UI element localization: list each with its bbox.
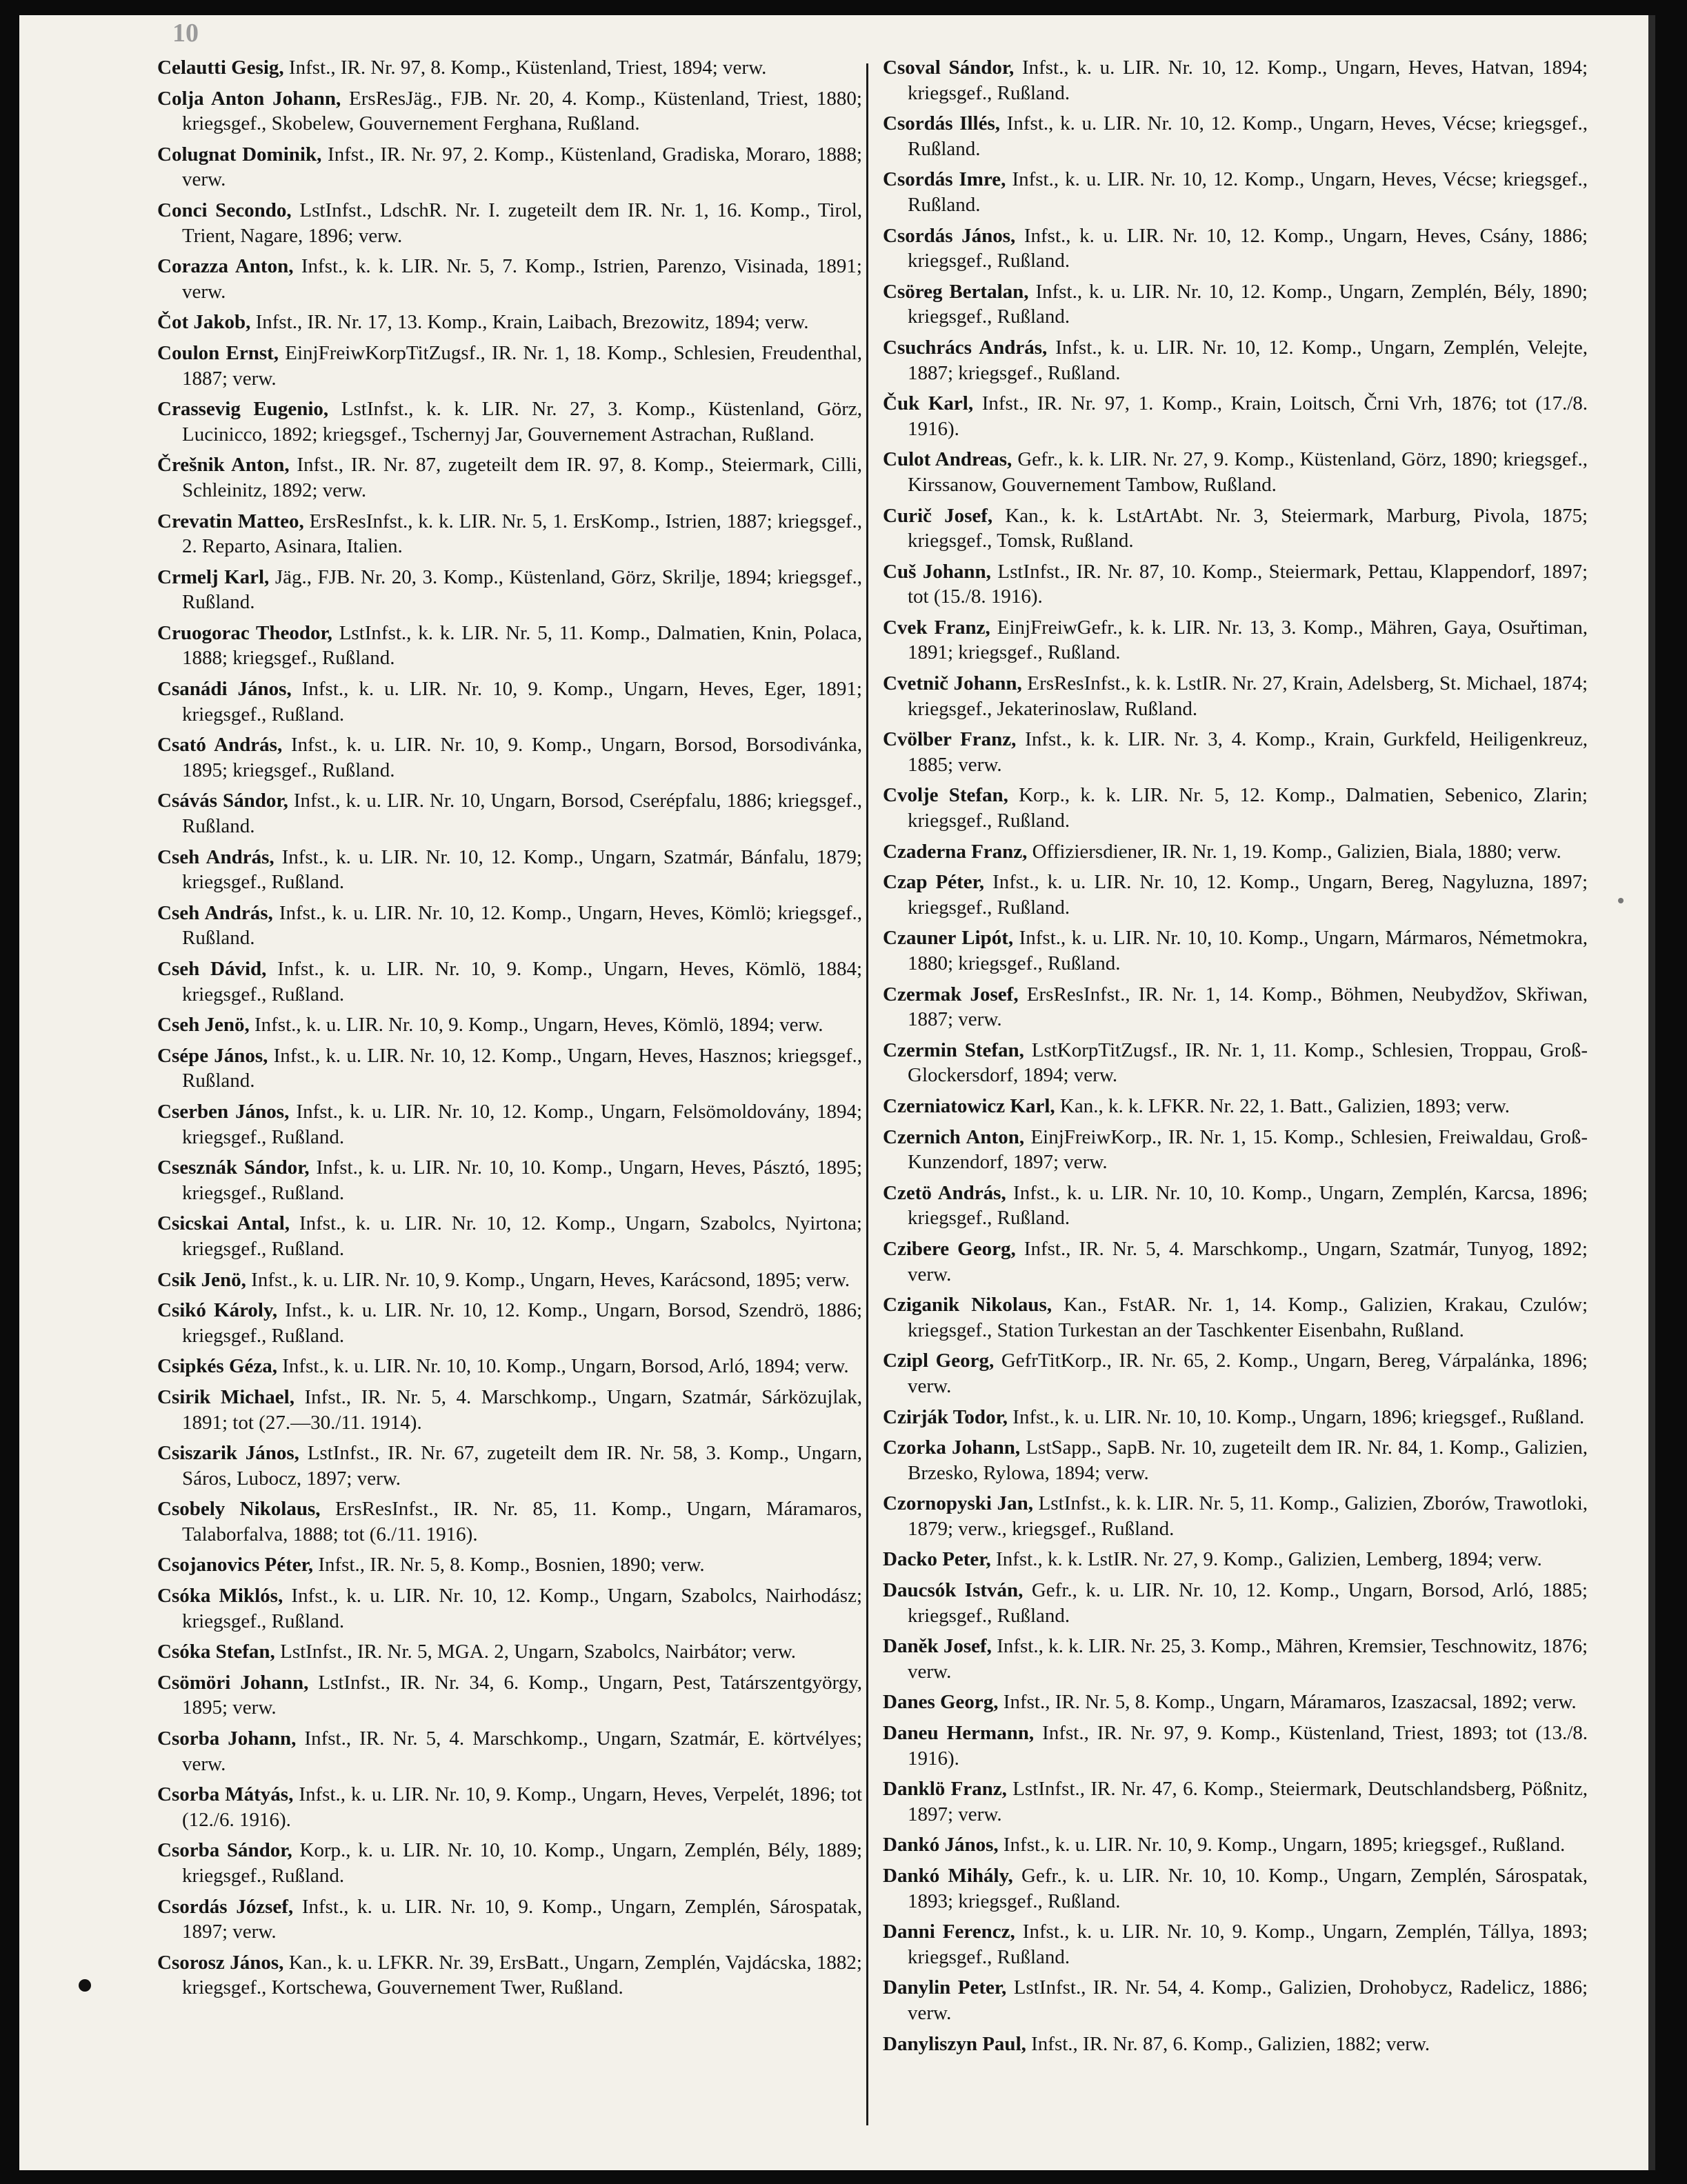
register-entry (883, 279, 1588, 330)
margin-dot (79, 1979, 91, 1992)
entry-details: Infst., k. u. LIR. Nr. 10, 12. Komp., Ungarn, Heves, Vécse; kriegsgef., Rußland. (908, 168, 1588, 216)
entry-name: Coulon Ernst, (157, 341, 279, 364)
register-entry (157, 1155, 862, 1205)
entry-name: Colugnat Dominik, (157, 143, 322, 166)
entry-details: Infst., IR. Nr. 17, 13. Komp., Krain, Laibach, Brezowitz, 1894; verw. (255, 311, 809, 334)
register-entry (883, 839, 1588, 865)
entry-details: Infst., IR. Nr. 97, 9. Komp., Küstenland, Triest, 1893; tot (13./8. 1916). (908, 1722, 1588, 1770)
entry-name: Czorka Johann, (883, 1436, 1021, 1459)
entry-details: Infst., IR. Nr. 5, 8. Komp., Ungarn, Máramaros, Izaszacsal, 1892; verw. (1003, 1691, 1577, 1714)
entry-name: Czerniatowicz Karl, (883, 1094, 1055, 1117)
entry-details: Infst., k. u. LIR. Nr. 10, 12. Komp., Ungarn, Heves, Csány, 1886; kriegsgef., Rußland. (908, 224, 1588, 272)
register-entry (883, 503, 1588, 554)
entry-details: ErsResInfst., IR. Nr. 85, 11. Komp., Ungarn, Máramaros, Talaborfalva, 1888; tot (6./11. 1916). (182, 1498, 863, 1545)
entry-details: Offiziersdiener, IR. Nr. 1, 19. Komp., Galizien, Biala, 1880; verw. (1032, 840, 1561, 863)
entry-name: Crassevig Eugenio, (157, 398, 329, 421)
register-entry (157, 1012, 862, 1038)
register-entry (883, 559, 1588, 610)
entry-name: Csömöri Johann, (157, 1671, 309, 1694)
register-entry (883, 1236, 1588, 1287)
register-entry (157, 1639, 862, 1665)
entry-details: Infst., IR. Nr. 5, 4. Marschkomp., Ungarn, Szatmár, E. körtvélyes; verw. (182, 1727, 862, 1775)
entry-name: Celautti Gesig, (157, 57, 284, 79)
entry-name: Csipkés Géza, (157, 1355, 277, 1378)
right-column (883, 55, 1588, 2062)
entry-details: Infst., k. u. LIR. Nr. 10, 9. Komp., Ungarn, Zemplén, Sárospatak, 1897; verw. (182, 1895, 863, 1943)
entry-name: Csicskai Antal, (157, 1212, 290, 1235)
register-entry (883, 727, 1588, 777)
entry-details: LstSapp., SapB. Nr. 10, zugeteilt dem IR. Nr. 84, 1. Komp., Galizien, Brzesko, Rylowa, 1894; verw. (908, 1436, 1588, 1484)
entry-details: Infst., k. u. LIR. Nr. 10, 12. Komp., Ungarn, Bereg, Nagyluzna, 1897; kriegsgef., Rußland. (908, 871, 1588, 919)
entry-details: Infst., k. u. LIR. Nr. 10, 12. Komp., Ungarn, Heves, Vécse; kriegsgef., Rußland. (908, 112, 1588, 160)
register-entry (883, 55, 1588, 106)
document-page (19, 15, 1655, 2170)
entry-name: Czermak Josef, (883, 983, 1019, 1005)
register-entry (883, 1348, 1588, 1399)
register-entry (883, 1721, 1588, 1771)
entry-details: Gefr., k. u. LIR. Nr. 10, 12. Komp., Ungarn, Borsod, Arló, 1885; kriegsgef., Rußland. (908, 1579, 1588, 1627)
entry-details: Infst., k. u. LIR. Nr. 10, 12. Komp., Ungarn, Szatmár, Bánfalu, 1879; kriegsgef., Rußland. (182, 845, 862, 894)
entry-details: Infst., IR. Nr. 5, 8. Komp., Bosnien, 1890; verw. (318, 1554, 705, 1576)
register-entry (157, 1043, 862, 1094)
entry-name: Cseh András, (157, 901, 273, 924)
entry-name: Csirik Michael, (157, 1385, 295, 1408)
register-entry (883, 615, 1588, 665)
entry-details: Infst., k. k. LIR. Nr. 5, 7. Komp., Istrien, Parenzo, Visinada, 1891; verw. (182, 255, 862, 303)
register-entry (883, 1776, 1588, 1827)
register-entry (883, 111, 1588, 161)
entry-details: GefrTitKorp., IR. Nr. 65, 2. Komp., Ungarn, Bereg, Várpalánka, 1896; verw. (908, 1350, 1588, 1397)
register-entry (157, 254, 862, 304)
entry-details: EinjFreiwKorp., IR. Nr. 1, 15. Komp., Schlesien, Freiwaldau, Groß-Kunzendorf, 1897; verw. (908, 1125, 1588, 1174)
register-entry (157, 1441, 862, 1491)
entry-name: Czirják Todor, (883, 1405, 1008, 1428)
register-entry (883, 1832, 1588, 1858)
entry-details: Infst., k. u. LIR. Nr. 10, 9. Komp., Ungarn, Heves, Kömlö, 1894; verw. (254, 1014, 823, 1036)
register-entry (883, 1919, 1588, 1970)
entry-details: Infst., IR. Nr. 97, 8. Komp., Küstenland, Triest, 1894; verw. (288, 57, 767, 79)
entry-details: Infst., k. u. LIR. Nr. 10, 10. Komp., Ungarn, 1896; kriegsgef., Rußland. (1012, 1405, 1585, 1428)
register-entry (157, 142, 862, 192)
entry-name: Cseh András, (157, 845, 274, 868)
register-entry (157, 198, 862, 248)
entry-name: Czaderna Franz, (883, 840, 1028, 863)
entry-details: LstInfst., IR. Nr. 47, 6. Komp., Steiermark, Deutschlandsberg, Pößnitz, 1897; verw. (908, 1778, 1588, 1825)
entry-details: Infst., k. u. LIR. Nr. 10, 9. Komp., Ungarn, Heves, Kömlö, 1884; kriegsgef., Rußland. (182, 958, 863, 1005)
entry-name: Danylin Peter, (883, 1976, 1007, 1999)
register-entry (157, 788, 862, 839)
register-entry (883, 1578, 1588, 1628)
entry-name: Csordás József, (157, 1895, 294, 1918)
entry-name: Čuk Karl, (883, 392, 974, 415)
entry-details: Infst., k. u. LIR. Nr. 10, 12. Komp., Ungarn, Heves, Kömlö; kriegsgef., Rußland. (182, 901, 862, 950)
entry-details: Infst., IR. Nr. 97, 2. Komp., Küstenland, Gradiska, Moraro, 1888; verw. (182, 143, 863, 191)
entry-name: Danklö Franz, (883, 1778, 1007, 1801)
register-entry (883, 1125, 1588, 1175)
register-entry (157, 1838, 862, 1888)
register-entry (883, 783, 1588, 833)
entry-name: Cvetnič Johann, (883, 672, 1022, 695)
page-number: 10 (172, 19, 199, 48)
entry-details: LstInfst., k. k. LIR. Nr. 27, 3. Komp., Küstenland, Görz, Lucinicco, 1892; kriegsgef., Tschernyj Jar, Gouvernement Astrachan, Rußland. (182, 398, 863, 445)
register-entry (157, 621, 862, 671)
entry-details: Infst., k. u. LIR. Nr. 10, 12. Komp., Ungarn, Zemplén, Bély, 1890; kriegsgef., Rußland. (908, 280, 1588, 328)
register-entry (883, 447, 1588, 497)
register-entry (157, 1894, 862, 1945)
register-entry (157, 1726, 862, 1776)
margin-speck (1618, 898, 1624, 903)
entry-details: Infst., k. u. LIR. Nr. 10, 10. Komp., Ungarn, Borsod, Arló, 1894; verw. (282, 1355, 849, 1378)
entry-details: EinjFreiwGefr., k. k. LIR. Nr. 13, 3. Komp., Mähren, Gaya, Osuřtiman, 1891; kriegsgef., Rußland. (908, 616, 1588, 664)
entry-name: Csik Jenö, (157, 1268, 246, 1291)
entry-name: Csorba Sándor, (157, 1839, 292, 1862)
entry-name: Danyliszyn Paul, (883, 2032, 1026, 2055)
entry-name: Cruogorac Theodor, (157, 621, 332, 644)
entry-name: Csuchrács András, (883, 336, 1048, 359)
register-entry (157, 1583, 862, 1634)
register-entry (883, 167, 1588, 217)
entry-details: Infst., k. u. LIR. Nr. 10, 9. Komp., Ungarn, 1895; kriegsgef., Rußland. (1003, 1834, 1566, 1856)
entry-name: Colja Anton Johann, (157, 87, 341, 110)
register-entry (883, 223, 1588, 274)
register-entry (883, 1491, 1588, 1541)
entry-details: Kan., k. u. LFKR. Nr. 39, ErsBatt., Ungarn, Zemplén, Vajdácska, 1882; kriegsgef., Kortschewa, Gouvernement Twer, Rußland. (182, 1951, 862, 1999)
register-entry (157, 1552, 862, 1578)
register-entry (883, 1038, 1588, 1088)
entry-details: Infst., k. u. LIR. Nr. 10, 12. Komp., Ungarn, Szabolcs, Nairhodász; kriegsgef., Rußland. (182, 1585, 862, 1632)
entry-name: Czernich Anton, (883, 1125, 1025, 1148)
register-entry (157, 1211, 862, 1261)
entry-name: Cseh Dávid, (157, 958, 267, 980)
register-entry (883, 1181, 1588, 1231)
entry-name: Cvolje Stefan, (883, 784, 1008, 807)
register-entry (883, 1975, 1588, 2025)
register-entry (157, 509, 862, 559)
entry-details: Kan., k. k. LstArtAbt. Nr. 3, Steiermark, Marburg, Pivola, 1875; kriegsgef., Tomsk, Rußland. (908, 504, 1588, 552)
entry-name: Czibere Georg, (883, 1237, 1016, 1260)
register-entry (883, 925, 1588, 976)
register-entry (883, 1405, 1588, 1430)
entry-details: Infst., k. u. LIR. Nr. 10, 12. Komp., Ungarn, Szabolcs, Nyirtona; kriegsgef., Rußland. (182, 1212, 862, 1260)
entry-details: Infst., k. u. LIR. Nr. 10, 12. Komp., Ungarn, Zemplén, Velejte, 1887; kriegsgef., Rußland. (908, 336, 1588, 384)
entry-name: Daněk Josef, (883, 1635, 992, 1658)
register-entry (883, 1863, 1588, 1914)
entry-details: Infst., IR. Nr. 5, 4. Marschkomp., Ungarn, Szatmár, Tunyog, 1892; verw. (908, 1237, 1588, 1285)
entry-details: Infst., k. u. LIR. Nr. 10, 9. Komp., Ungarn, Borsod, Borsodivánka, 1895; kriegsgef., Rußland. (182, 734, 863, 781)
entry-name: Čot Jakob, (157, 311, 251, 334)
register-entry (157, 1099, 862, 1150)
entry-details: EinjFreiwKorpTitZugsf., IR. Nr. 1, 18. Komp., Schlesien, Freudenthal, 1887; verw. (182, 341, 863, 390)
entry-name: Daucsók István, (883, 1579, 1024, 1602)
register-entry (157, 677, 862, 727)
entry-name: Cseh Jenö, (157, 1014, 250, 1036)
register-entry (883, 1094, 1588, 1119)
entry-details: ErsResInfst., IR. Nr. 1, 14. Komp., Böhmen, Neubydžov, Skřiwan, 1887; verw. (908, 983, 1588, 1031)
entry-name: Csobely Nikolaus, (157, 1498, 321, 1521)
entry-name: Czetö András, (883, 1181, 1006, 1204)
entry-name: Czornopyski Jan, (883, 1492, 1033, 1515)
entry-name: Crmelj Karl, (157, 565, 270, 588)
register-entry (883, 870, 1588, 920)
left-column (157, 55, 862, 2006)
entry-details: Infst., k. k. LstIR. Nr. 27, 9. Komp., Galizien, Lemberg, 1894; verw. (996, 1548, 1542, 1571)
entry-name: Csoval Sándor, (883, 57, 1015, 79)
entry-name: Danes Georg, (883, 1691, 999, 1714)
entry-details: LstInfst., k. k. LIR. Nr. 5, 11. Komp., Dalmatien, Knin, Polaca, 1888; kriegsgef., Rußland. (182, 621, 862, 670)
register-entry (883, 1547, 1588, 1572)
entry-name: Dacko Peter, (883, 1548, 991, 1571)
column-divider (866, 63, 868, 2125)
entry-name: Dankó János, (883, 1834, 999, 1856)
entry-name: Csorosz János, (157, 1951, 284, 1974)
entry-details: ErsResJäg., FJB. Nr. 20, 4. Komp., Küstenland, Triest, 1880; kriegsgef., Skobelew, Gouvernement Ferghana, Rußland. (182, 87, 862, 135)
entry-name: Daneu Hermann, (883, 1722, 1035, 1745)
entry-details: Infst., k. u. LIR. Nr. 10, 10. Komp., Ungarn, Heves, Pásztó, 1895; kriegsgef., Rußland. (182, 1156, 863, 1204)
entry-name: Csordás Imre, (883, 168, 1006, 191)
entry-details: LstInfst., LdschR. Nr. I. zugeteilt dem IR. Nr. 1, 16. Komp., Tirol, Trient, Nagare, 1896; verw. (182, 199, 862, 247)
entry-name: Csikó Károly, (157, 1299, 278, 1322)
entry-details: Infst., k. u. LIR. Nr. 10, 10. Komp., Ungarn, Mármaros, Németmokra, 1880; kriegsgef., Rußland. (908, 927, 1588, 974)
entry-details: LstInfst., IR. Nr. 67, zugeteilt dem IR. Nr. 58, 3. Komp., Ungarn, Sáros, Lubocz, 1897; verw. (182, 1442, 863, 1490)
entry-details: Infst., IR. Nr. 87, zugeteilt dem IR. 97, 8. Komp., Steiermark, Cilli, Schleinitz, 1892; verw. (182, 454, 862, 501)
entry-details: Infst., k. u. LIR. Nr. 10, 9. Komp., Ungarn, Heves, Verpelét, 1896; tot (12./6. 1916). (182, 1783, 863, 1831)
register-entry (157, 452, 862, 503)
entry-details: Gefr., k. u. LIR. Nr. 10, 10. Komp., Ungarn, Zemplén, Sárospatak, 1893; kriegsgef., Rußland. (908, 1865, 1588, 1912)
entry-name: Csordás János, (883, 224, 1016, 247)
entry-name: Csojanovics Péter, (157, 1554, 314, 1576)
entry-details: Infst., k. u. LIR. Nr. 10, 10. Komp., Ungarn, Zemplén, Karcsa, 1896; kriegsgef., Rußland. (908, 1181, 1588, 1230)
register-entry (157, 1298, 862, 1348)
entry-details: LstInfst., IR. Nr. 54, 4. Komp., Galizien, Drohobycz, Radelicz, 1886; verw. (908, 1976, 1588, 2024)
entry-details: Infst., IR. Nr. 87, 6. Komp., Galizien, 1882; verw. (1031, 2032, 1430, 2055)
entry-name: Cvek Franz, (883, 616, 990, 639)
entry-details: Infst., k. k. LIR. Nr. 25, 3. Komp., Mähren, Kremsier, Teschnowitz, 1876; verw. (908, 1635, 1588, 1683)
register-entry (883, 335, 1588, 385)
entry-name: Cziganik Nikolaus, (883, 1294, 1052, 1316)
entry-details: Korp., k. k. LIR. Nr. 5, 12. Komp., Dalmatien, Sebenico, Zlarin; kriegsgef., Rußland. (908, 784, 1588, 832)
entry-details: Infst., IR. Nr. 5, 4. Marschkomp., Ungarn, Szatmár, Sárközujlak, 1891; tot (27.—30./11. 1914). (182, 1385, 863, 1434)
entry-name: Csorba Mátyás, (157, 1783, 294, 1806)
register-entry (157, 845, 862, 895)
register-entry (157, 956, 862, 1007)
register-entry (157, 341, 862, 391)
entry-name: Culot Andreas, (883, 448, 1012, 471)
entry-details: Kan., FstAR. Nr. 1, 14. Komp., Galizien, Krakau, Czulów; kriegsgef., Station Turkestan an der Taschkenter Eisenbahn, Rußland. (908, 1294, 1588, 1341)
entry-details: Infst., k. u. LIR. Nr. 10, 12. Komp., Ungarn, Felsömoldovány, 1894; kriegsgef., Rußland. (182, 1100, 862, 1148)
register-entry (883, 2032, 1588, 2057)
register-entry (157, 1496, 862, 1547)
register-entry (883, 1292, 1588, 1343)
entry-name: Csorba Johann, (157, 1727, 297, 1750)
entry-details: LstInfst., k. k. LIR. Nr. 5, 11. Komp., Galizien, Zborów, Trawotloki, 1879; verw., kriegsgef., Rußland. (908, 1492, 1588, 1540)
entry-name: Czermin Stefan, (883, 1039, 1024, 1061)
entry-name: Crevatin Matteo, (157, 510, 304, 532)
entry-name: Csanádi János, (157, 678, 292, 701)
entry-details: ErsResInfst., k. k. LIR. Nr. 5, 1. ErsKomp., Istrien, 1887; kriegsgef., 2. Reparto, Asinara, Italien. (182, 510, 863, 558)
register-entry (883, 1435, 1588, 1485)
entry-details: Infst., k. u. LIR. Nr. 10, 12. Komp., Ungarn, Borsod, Szendrö, 1886; kriegsgef., Rußland. (182, 1299, 863, 1347)
entry-details: Infst., k. u. LIR. Nr. 10, 9. Komp., Ungarn, Zemplén, Tállya, 1893; kriegsgef., Rußland. (908, 1921, 1588, 1968)
entry-details: Infst., k. k. LIR. Nr. 3, 4. Komp., Krain, Gurkfeld, Heiligenkreuz, 1885; verw. (908, 728, 1588, 776)
entry-name: Corazza Anton, (157, 255, 294, 278)
entry-name: Csesznák Sándor, (157, 1156, 310, 1179)
entry-name: Danni Ferencz, (883, 1921, 1015, 1943)
register-entry (883, 391, 1588, 441)
entry-details: Gefr., k. k. LIR. Nr. 27, 9. Komp., Küstenland, Görz, 1890; kriegsgef., Kirssanow, Gouvernement Tambow, Rußland. (908, 448, 1588, 496)
entry-details: LstInfst., IR. Nr. 5, MGA. 2, Ungarn, Szabolcs, Nairbátor; verw. (280, 1641, 797, 1663)
entry-details: LstInfst., IR. Nr. 87, 10. Komp., Steiermark, Pettau, Klappendorf, 1897; tot (15./8. 1916). (908, 560, 1588, 608)
entry-details: Infst., k. u. LIR. Nr. 10, 9. Komp., Ungarn, Heves, Karácsond, 1895; verw. (251, 1268, 850, 1291)
entry-details: Jäg., FJB. Nr. 20, 3. Komp., Küstenland, Görz, Skrilje, 1894; kriegsgef., Rußland. (182, 565, 862, 614)
entry-details: Infst., k. u. LIR. Nr. 10, 9. Komp., Ungarn, Heves, Eger, 1891; kriegsgef., Rußland. (182, 678, 862, 725)
register-entry (883, 982, 1588, 1032)
entry-name: Csöreg Bertalan, (883, 280, 1029, 303)
entry-name: Cuš Johann, (883, 560, 991, 583)
entry-name: Csóka Stefan, (157, 1641, 275, 1663)
register-entry (883, 1634, 1588, 1684)
register-entry (157, 1385, 862, 1435)
entry-details: Infst., IR. Nr. 97, 1. Komp., Krain, Loitsch, Črni Vrh, 1876; tot (17./8. 1916). (908, 392, 1588, 440)
register-entry (883, 1690, 1588, 1715)
register-entry (157, 1354, 862, 1379)
register-entry (157, 901, 862, 951)
register-entry (157, 1782, 862, 1832)
entry-name: Csépe János, (157, 1044, 268, 1067)
entry-name: Czauner Lipót, (883, 927, 1014, 950)
entry-name: Conci Secondo, (157, 199, 292, 221)
entry-name: Czap Péter, (883, 871, 985, 894)
entry-name: Črešnik Anton, (157, 454, 290, 477)
entry-name: Csordás Illés, (883, 112, 1001, 135)
entry-details: Korp., k. u. LIR. Nr. 10, 10. Komp., Ungarn, Zemplén, Bély, 1889; kriegsgef., Rußland. (182, 1839, 863, 1887)
register-entry (157, 1268, 862, 1293)
entry-name: Cvölber Franz, (883, 728, 1017, 751)
register-entry (157, 397, 862, 447)
entry-name: Csóka Miklós, (157, 1585, 283, 1607)
register-entry (157, 310, 862, 335)
register-entry (157, 1670, 862, 1721)
page-edge-shadow (1648, 15, 1655, 2170)
entry-details: Infst., k. u. LIR. Nr. 10, 12. Komp., Ungarn, Heves, Hasznos; kriegsgef., Rußland. (182, 1044, 863, 1092)
entry-name: Cserben János, (157, 1100, 290, 1123)
entry-details: Infst., k. u. LIR. Nr. 10, 12. Komp., Ungarn, Heves, Hatvan, 1894; kriegsgef., Rußland. (908, 57, 1588, 104)
entry-name: Csiszarik János, (157, 1442, 299, 1465)
register-entry (883, 671, 1588, 721)
entry-details: LstKorpTitZugsf., IR. Nr. 1, 11. Komp., Schlesien, Troppau, Groß-Glockersdorf, 1894; verw. (908, 1039, 1588, 1087)
entry-details: Kan., k. k. LFKR. Nr. 22, 1. Batt., Galizien, 1893; verw. (1059, 1094, 1510, 1117)
entry-name: Curič Josef, (883, 504, 993, 527)
entry-details: LstInfst., IR. Nr. 34, 6. Komp., Ungarn, Pest, Tatárszentgyörgy, 1895; verw. (182, 1671, 863, 1719)
register-entry (157, 565, 862, 615)
register-entry (157, 86, 862, 137)
register-entry (157, 1950, 862, 2001)
entry-name: Csató András, (157, 734, 283, 757)
entry-details: ErsResInfst., k. k. LstIR. Nr. 27, Krain, Adelsberg, St. Michael, 1874; kriegsgef., Jekaterinoslaw, Rußland. (908, 672, 1588, 720)
register-entry (157, 55, 862, 81)
entry-name: Dankó Mihály, (883, 1865, 1013, 1887)
entry-name: Csávás Sándor, (157, 790, 288, 812)
entry-details: Infst., k. u. LIR. Nr. 10, Ungarn, Borsod, Cserépfalu, 1886; kriegsgef., Rußland. (182, 790, 863, 838)
register-entry (157, 732, 862, 783)
entry-name: Czipl Georg, (883, 1350, 995, 1372)
